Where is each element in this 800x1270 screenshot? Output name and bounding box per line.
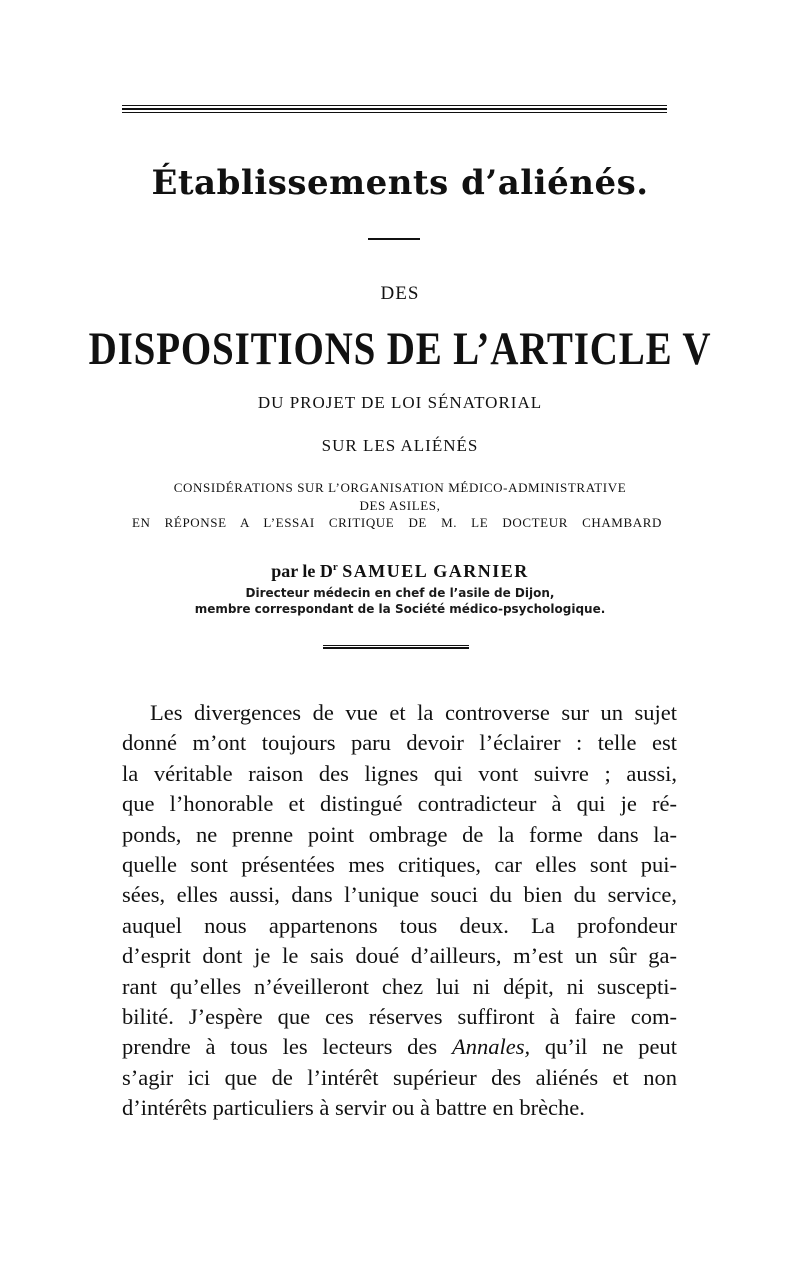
author-line xyxy=(0,561,800,582)
short-divider xyxy=(368,238,420,240)
body-line: donné m’ont toujours paru devoir l’éclairer : telle est xyxy=(122,730,677,756)
body-line-part: qu’il ne peut xyxy=(530,1034,677,1060)
body-paragraph xyxy=(122,698,677,1124)
body-line: ponds, ne prenne point ombrage de la forme dans la- xyxy=(122,821,677,847)
body-line: que l’honorable et distingué contradicteur à qui je ré- xyxy=(122,791,677,817)
body-line: la véritable raison des lignes qui vont suivre ; aussi, xyxy=(122,760,677,786)
considerations-line-2: DES ASILES, xyxy=(359,498,441,513)
subtitle-1: DU PROJET DE LOI SÉNATORIAL xyxy=(257,393,543,412)
top-double-rule xyxy=(122,105,667,115)
body-line-last: d’intérêts particuliers à servir ou à battre en brèche. xyxy=(122,1095,585,1121)
body-line: rant qu’elles n’éveilleront chez lui ni dépit, ni suscepti- xyxy=(122,973,677,999)
section-title: Établissements d’aliénés. xyxy=(151,163,649,203)
author-prefix: par le D xyxy=(271,561,333,581)
author-name: SAMUEL GARNIER xyxy=(342,561,529,581)
subtitle-2: SUR LES ALIÉNÉS xyxy=(321,436,479,455)
body-line: sées, elles aussi, dans l’unique souci du bien du service, xyxy=(122,882,677,908)
affiliation-line-2: membre correspondant de la Société médico-psychologique. xyxy=(194,602,606,616)
considerations-line-1: CONSIDÉRATIONS SUR L’ORGANISATION MÉDICO-ADMINISTRATIVE xyxy=(173,480,627,495)
section-divider xyxy=(323,645,469,649)
main-title: DISPOSITIONS DE L’ARTICLE V xyxy=(88,323,712,375)
considerations-line-3: EN RÉPONSE A L’ESSAI CRITIQUE DE M. LE DOCTEUR CHAMBARD xyxy=(132,515,662,530)
body-line: quelle sont présentées mes critiques, car elles sont pui- xyxy=(122,852,677,878)
affiliation-line-1: Directeur médecin en chef de l’asile de Dijon, xyxy=(245,586,555,600)
journal-title-italic: Annales, xyxy=(451,1034,531,1060)
body-line-part: prendre à tous les lecteurs des xyxy=(122,1034,452,1060)
title-des: DES xyxy=(380,283,420,304)
body-line: bilité. J’espère que ces réserves suffiront à faire com- xyxy=(122,1004,677,1030)
body-line: s’agir ici que de l’intérêt supérieur des aliénés et non xyxy=(122,1064,677,1090)
body-line: auquel nous appartenons tous deux. La profondeur xyxy=(122,912,677,938)
body-line-with-italic xyxy=(122,1032,677,1062)
body-line: Les divergences de vue et la controverse sur un sujet xyxy=(150,700,677,725)
author-title-sup: r xyxy=(332,561,338,573)
body-line: d’esprit dont je le sais doué d’ailleurs, m’est un sûr ga- xyxy=(122,943,677,969)
